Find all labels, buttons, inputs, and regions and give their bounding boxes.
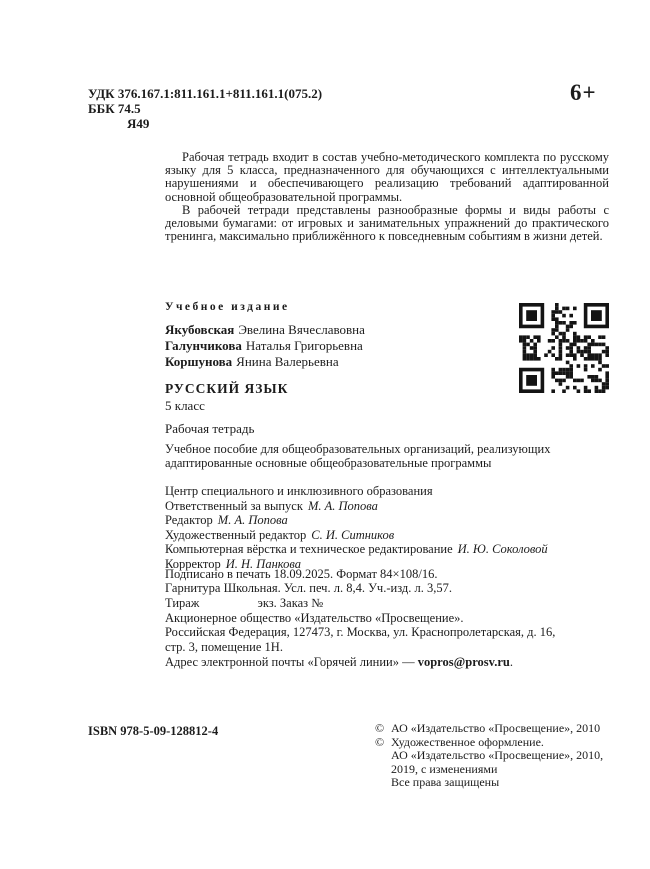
copyright-line bbox=[375, 749, 603, 763]
imprint-block bbox=[165, 567, 452, 610]
hotline-email-label: Адрес электронной почты «Горячей линии» — bbox=[165, 655, 418, 669]
credit-role: Корректор bbox=[165, 556, 221, 571]
credit-person: С. И. Ситников bbox=[311, 527, 395, 542]
edition-kind-label: Учебное издание bbox=[165, 301, 290, 313]
annotation-paragraph-1: Рабочая тетрадь входит в состав учебно-методического комплекта по русскому языку для 5 класса, предназначенного для обучающихся с интеллектуальными нарушениями и обеспечивающего реализацию требований адаптированной основной общеобразовательной программы. bbox=[165, 150, 609, 204]
copyright-text: АО «Издательство «Просвещение», 2010 bbox=[391, 721, 601, 735]
order-number-label: экз. Заказ № bbox=[257, 595, 324, 610]
authors-block bbox=[165, 322, 365, 370]
credit-role: Редактор bbox=[165, 513, 213, 528]
credits-block bbox=[165, 484, 548, 572]
credit-person: И. Н. Панкова bbox=[225, 556, 301, 571]
credit-line bbox=[165, 513, 548, 528]
book-grade: 5 класс bbox=[165, 398, 205, 413]
author-given-name: Эвелина Вячеславовна bbox=[238, 322, 365, 337]
bbk-line: ББК 74.5 bbox=[88, 101, 141, 116]
book-title: РУССКИЙ ЯЗЫК bbox=[165, 381, 289, 396]
credit-role: Компьютерная вёрстка и техническое редактирование bbox=[165, 542, 453, 557]
copyright-symbol: © bbox=[375, 721, 385, 735]
credit-line bbox=[165, 528, 548, 543]
author-line bbox=[165, 338, 365, 354]
annotation-paragraph-2: В рабочей тетради представлены разнообразные формы и виды работы с деловыми бумагами: от игровых и занимательных упражнений до практического тренинга, максимально приближённого к повседневным событиям в жизни детей. bbox=[165, 202, 609, 244]
copyright-text: Художественное оформление. bbox=[391, 734, 544, 749]
annotation-block bbox=[165, 151, 609, 243]
classification-block bbox=[88, 86, 322, 131]
imprint-line-2: Гарнитура Школьная. Усл. печ. л. 8,4. Уч.-изд. л. 3,57. bbox=[165, 581, 453, 596]
print-run-label: Тираж bbox=[165, 595, 200, 610]
author-sign: Я49 bbox=[127, 116, 150, 131]
copyright-text: АО «Издательство «Просвещение», 2010, bbox=[391, 748, 604, 763]
publisher-name: Акционерное общество «Издательство «Просвещение». bbox=[165, 611, 464, 625]
credit-person: М. А. Попова bbox=[217, 513, 288, 528]
copyright-text: 2019, с изменениями bbox=[391, 761, 498, 776]
imprint-line-3 bbox=[165, 596, 452, 610]
isbn: ISBN 978-5-09-128812-4 bbox=[88, 724, 219, 738]
imprint-line-1: Подписано в печать 18.09.2025. Формат 84×108/16. bbox=[165, 567, 438, 581]
copyright-line bbox=[375, 763, 603, 777]
copyright-line bbox=[375, 776, 603, 790]
copyright-block bbox=[375, 722, 603, 790]
publisher-address-line-1: Российская Федерация, 127473, г. Москва, ул. Краснопролетарская, д. 16, bbox=[165, 625, 556, 640]
publisher-address-line-2: стр. 3, помещение 1Н. bbox=[165, 639, 283, 654]
copyright-text: Все права защищены bbox=[391, 775, 500, 790]
udk-line: УДК 376.167.1:811.161.1+811.161.1(075.2) bbox=[88, 86, 323, 101]
author-surname: Коршунова bbox=[165, 354, 233, 369]
author-surname: Галунчикова bbox=[165, 338, 242, 353]
audience-description: Учебное пособие для общеобразовательных организаций, реализующих адаптированные основные общеобразовательные программы bbox=[165, 442, 551, 470]
author-line bbox=[165, 322, 365, 338]
credits-center-line: Центр специального и инклюзивного образования bbox=[165, 484, 433, 498]
hotline-email-period: . bbox=[509, 655, 513, 669]
author-given-name: Янина Валерьевна bbox=[236, 354, 339, 369]
credit-line bbox=[165, 499, 548, 514]
qr-code bbox=[519, 303, 609, 393]
copyright-line bbox=[375, 736, 603, 750]
credit-person: И. Ю. Соколовой bbox=[457, 542, 548, 557]
copyright-symbol: © bbox=[375, 734, 385, 749]
publisher-block bbox=[165, 611, 555, 654]
hotline-email-line bbox=[165, 655, 513, 670]
author-line bbox=[165, 354, 365, 370]
book-subtitle: Рабочая тетрадь bbox=[165, 421, 255, 436]
author-surname: Якубовская bbox=[165, 322, 235, 337]
author-given-name: Наталья Григорьевна bbox=[245, 338, 363, 353]
credit-line bbox=[165, 542, 548, 557]
credit-person: М. А. Попова bbox=[307, 498, 378, 513]
credit-role: Ответственный за выпуск bbox=[165, 498, 303, 513]
hotline-email-address: vopros@prosv.ru bbox=[417, 655, 510, 669]
credit-role: Художественный редактор bbox=[165, 527, 307, 542]
copyright-line bbox=[375, 722, 603, 736]
age-rating-badge: 6+ bbox=[570, 80, 597, 105]
